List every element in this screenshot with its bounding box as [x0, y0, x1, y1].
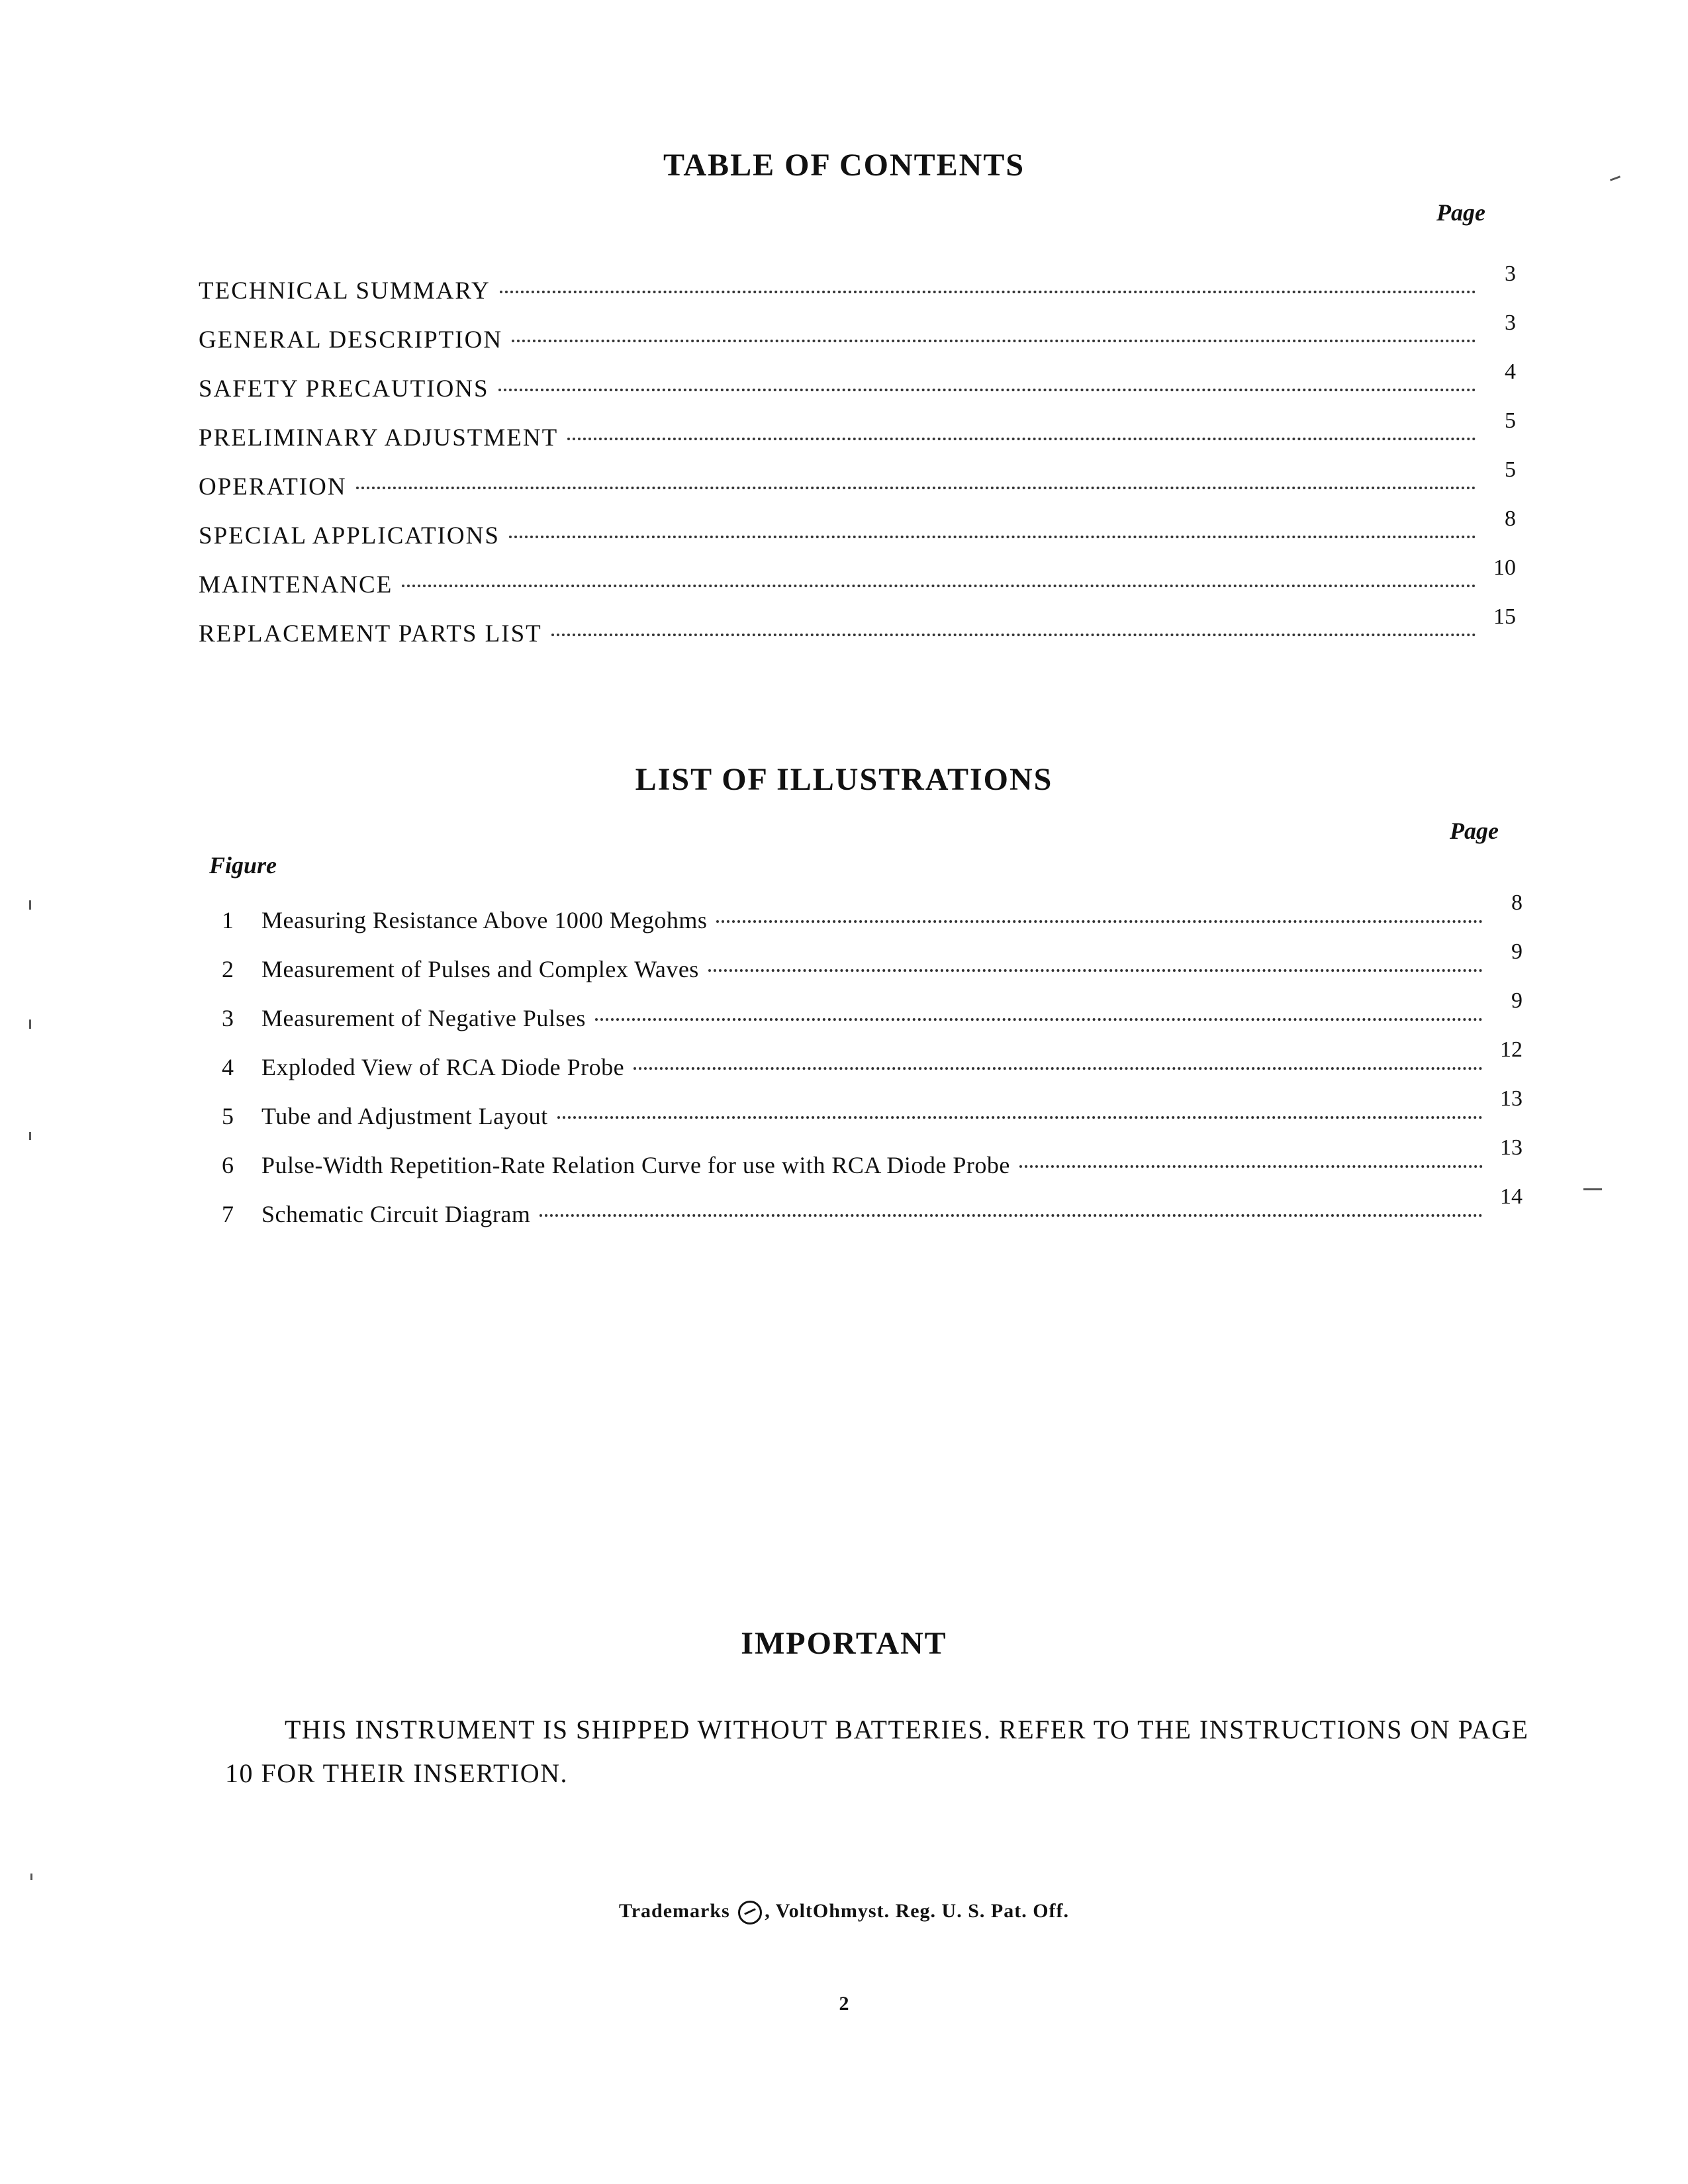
figure-title: Pulse-Width Repetition-Rate Relation Curve for use with RCA Diode Probe	[261, 1152, 1010, 1178]
dot-leader	[708, 969, 1483, 972]
figure-title: Schematic Circuit Diagram	[261, 1201, 531, 1227]
trademarks-suffix: , VoltOhmyst. Reg. U. S. Pat. Off.	[765, 1900, 1070, 1922]
scan-mark	[29, 1020, 31, 1029]
figure-number: 7	[222, 1201, 234, 1227]
dot-leader	[509, 536, 1476, 538]
toc-entry	[199, 555, 1516, 604]
toc-entry	[199, 604, 1516, 653]
figure-entry	[222, 988, 1523, 1037]
page-number: 2	[839, 1993, 849, 2015]
figure-title: Tube and Adjustment Layout	[261, 1103, 548, 1129]
dot-leader	[500, 291, 1476, 293]
toc-entry-page: 10	[1493, 555, 1516, 580]
dot-leader	[633, 1067, 1483, 1070]
toc-list	[199, 261, 1516, 653]
dot-leader	[567, 438, 1476, 440]
toc-entry	[199, 310, 1516, 359]
figure-page: 12	[1500, 1037, 1523, 1062]
important-heading: IMPORTANT	[741, 1626, 947, 1661]
toc-entry-page: 3	[1505, 261, 1516, 286]
dot-leader	[539, 1214, 1483, 1217]
figure-entry	[222, 1037, 1523, 1086]
figure-title: Measuring Resistance Above 1000 Megohms	[261, 907, 708, 933]
figure-number: 6	[222, 1152, 234, 1178]
figure-number: 4	[222, 1054, 234, 1080]
figure-number: 2	[222, 956, 234, 982]
toc-entry-title: MAINTENANCE	[199, 571, 393, 598]
toc-entry-title: GENERAL DESCRIPTION	[199, 326, 503, 354]
figure-page: 9	[1511, 939, 1523, 964]
toc-heading: TABLE OF CONTENTS	[663, 148, 1025, 183]
dot-leader	[512, 340, 1476, 342]
figure-number: 1	[222, 907, 234, 933]
toc-entry-page: 5	[1505, 457, 1516, 482]
trademarks-prefix: Trademarks	[618, 1900, 730, 1922]
figure-entry	[222, 1135, 1523, 1184]
toc-entry	[199, 408, 1516, 457]
toc-entry-title: TECHNICAL SUMMARY	[199, 277, 491, 305]
figure-page: 13	[1500, 1135, 1523, 1160]
figure-column-label: Figure	[209, 852, 277, 878]
figure-title: Measurement of Negative Pulses	[261, 1005, 586, 1031]
toc-entry-page: 3	[1505, 310, 1516, 335]
figure-number: 5	[222, 1103, 234, 1129]
dot-leader	[716, 920, 1483, 923]
dot-leader	[356, 487, 1476, 489]
trademarks-line	[0, 1900, 1688, 1924]
figure-entry	[222, 890, 1523, 939]
toc-entry-title: OPERATION	[199, 473, 347, 500]
dot-leader	[402, 585, 1476, 587]
toc-entry-page: 5	[1505, 408, 1516, 433]
dot-leader	[498, 389, 1476, 391]
figure-page: 13	[1500, 1086, 1523, 1111]
toc-entry-title: SPECIAL APPLICATIONS	[199, 522, 500, 549]
rca-logo-icon	[738, 1901, 762, 1924]
toc-entry-page: 4	[1505, 359, 1516, 384]
dot-leader	[595, 1018, 1483, 1021]
scan-mark	[29, 1132, 31, 1140]
toc-entry-page: 8	[1505, 506, 1516, 531]
toc-page-column-label: Page	[1436, 199, 1485, 226]
figure-entry	[222, 1086, 1523, 1135]
dot-leader	[1019, 1165, 1483, 1168]
toc-entry-title: PRELIMINARY ADJUSTMENT	[199, 424, 559, 451]
figure-title: Measurement of Pulses and Complex Waves	[261, 956, 699, 982]
toc-entry	[199, 506, 1516, 555]
figure-entry	[222, 1184, 1523, 1233]
toc-entry-title: REPLACEMENT PARTS LIST	[199, 620, 542, 647]
dot-leader	[551, 634, 1476, 636]
figure-number: 3	[222, 1005, 234, 1031]
scan-mark	[30, 1874, 32, 1880]
scan-mark	[1583, 1188, 1602, 1190]
toc-entry	[199, 457, 1516, 506]
illustrations-list	[222, 890, 1523, 1233]
illustrations-heading: LIST OF ILLUSTRATIONS	[635, 762, 1053, 797]
illustrations-page-column-label: Page	[1450, 818, 1499, 844]
toc-entry	[199, 261, 1516, 310]
scan-mark	[29, 900, 31, 910]
toc-entry-title: SAFETY PRECAUTIONS	[199, 375, 489, 403]
dot-leader	[557, 1116, 1483, 1119]
figure-title: Exploded View of RCA Diode Probe	[261, 1054, 625, 1080]
figure-page: 14	[1500, 1184, 1523, 1209]
important-notice-text: THIS INSTRUMENT IS SHIPPED WITHOUT BATTERIES. REFER TO THE INSTRUCTIONS ON PAGE 10 FOR THEIR INSERTION.	[225, 1715, 1529, 1788]
figure-page: 8	[1511, 890, 1523, 915]
figure-page: 9	[1511, 988, 1523, 1013]
figure-entry	[222, 939, 1523, 988]
toc-entry	[199, 359, 1516, 408]
toc-entry-page: 15	[1493, 604, 1516, 629]
